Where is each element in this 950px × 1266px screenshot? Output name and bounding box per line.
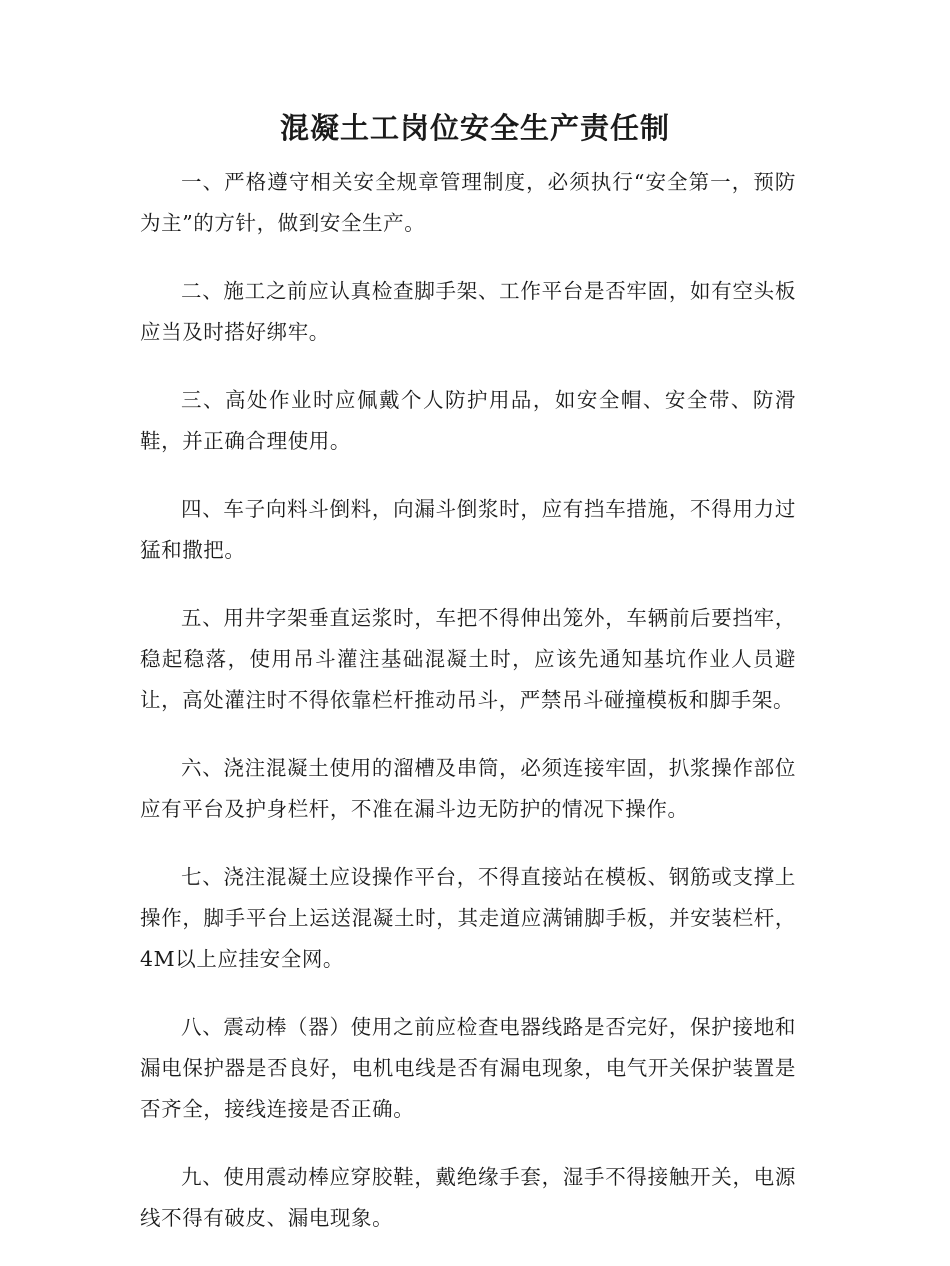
paragraph-3: 三、高处作业时应佩戴个人防护用品，如安全帽、安全带、防滑鞋，并正确合理使用。 [140, 388, 796, 453]
document-title: 混凝土工岗位安全生产责任制 [279, 111, 670, 145]
paragraph-2: 二、施工之前应认真检查脚手架、工作平台是否牢固，如有空头板应当及时搭好绑牢。 [140, 279, 796, 344]
paragraph-8: 八、震动棒（器）使用之前应检查电器线路是否完好，保护接地和漏电保护器是否良好，电机电线是否有漏电现象，电气开关保护装置是否齐全，接线连接是否正确。 [140, 1015, 796, 1121]
paragraph-5: 五、用井字架垂直运浆时，车把不得伸出笼外，车辆前后要挡牢，稳起稳落，使用吊斗灌注基础混凝土时，应该先通知基坑作业人员避让，高处灌注时不得依靠栏杆推动吊斗，严禁吊斗碰撞模板和脚手架。 [140, 606, 796, 712]
paragraph-9: 九、使用震动棒应穿胶鞋，戴绝缘手套，湿手不得接触开关，电源线不得有破皮、漏电现象。 [140, 1165, 796, 1230]
document-body [140, 162, 796, 1266]
paragraph-7: 七、浇注混凝土应设操作平台，不得直接站在模板、钢筋或支撑上操作，脚手平台上运送混凝土时，其走道应满铺脚手板，并安装栏杆，4M以上应挂安全网。 [140, 865, 796, 971]
paragraph-4: 四、车子向料斗倒料，向漏斗倒浆时，应有挡车措施，不得用力过猛和撒把。 [140, 497, 796, 562]
paragraph-1: 一、严格遵守相关安全规章管理制度，必须执行“安全第一，预防为主”的方针，做到安全生产。 [140, 170, 796, 235]
paragraph-6: 六、浇注混凝土使用的溜槽及串筒，必须连接牢固，扒浆操作部位应有平台及护身栏杆，不准在漏斗边无防护的情况下操作。 [140, 756, 796, 821]
